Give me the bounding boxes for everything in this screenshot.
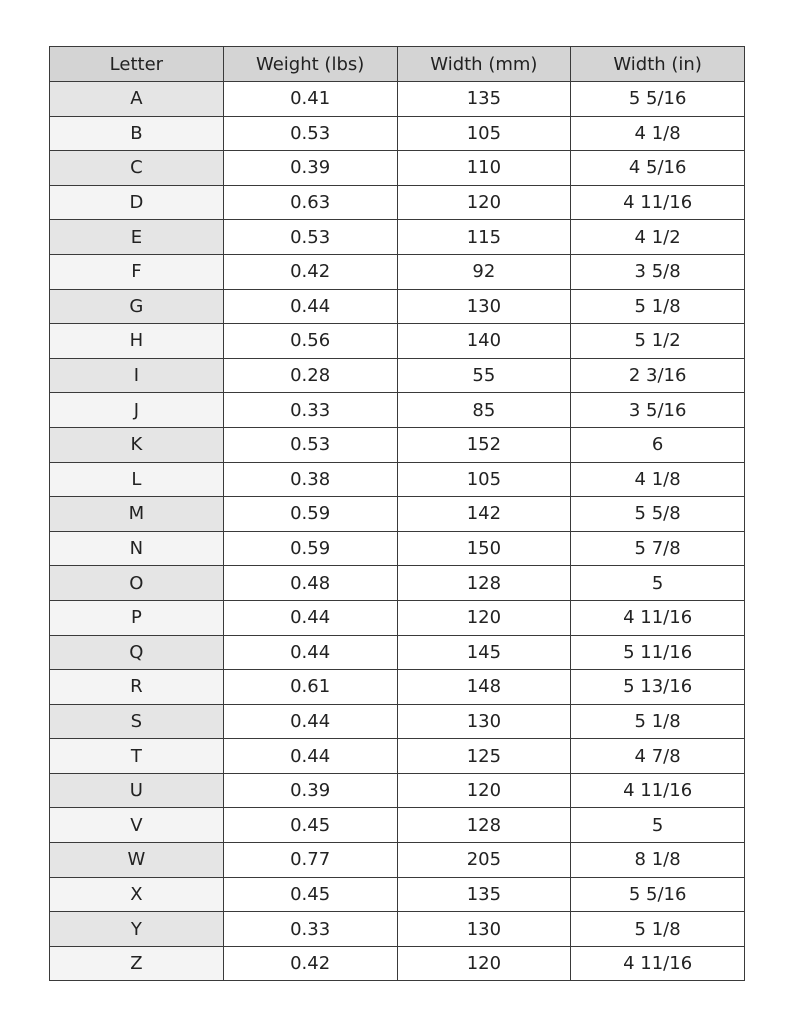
letter-cell: S <box>50 704 224 739</box>
weight-lbs-cell: 0.45 <box>223 877 397 912</box>
weight-lbs-cell: 0.44 <box>223 600 397 635</box>
weight-lbs-cell: 0.53 <box>223 116 397 151</box>
header-letter: Letter <box>50 47 224 82</box>
table-row <box>50 289 745 324</box>
width-mm-cell: 125 <box>397 739 571 774</box>
letter-cell: C <box>50 151 224 186</box>
width-in-cell: 4 1/8 <box>571 116 745 151</box>
width-in-cell: 5 1/8 <box>571 289 745 324</box>
width-in-cell: 5 1/2 <box>571 324 745 359</box>
width-in-cell: 3 5/8 <box>571 254 745 289</box>
letter-cell: R <box>50 670 224 705</box>
letter-cell: B <box>50 116 224 151</box>
weight-lbs-cell: 0.59 <box>223 531 397 566</box>
letter-cell: V <box>50 808 224 843</box>
letter-cell: E <box>50 220 224 255</box>
weight-lbs-cell: 0.45 <box>223 808 397 843</box>
width-mm-cell: 92 <box>397 254 571 289</box>
table-row <box>50 670 745 705</box>
width-in-cell: 4 1/2 <box>571 220 745 255</box>
table-body <box>50 82 745 981</box>
width-mm-cell: 120 <box>397 600 571 635</box>
width-mm-cell: 205 <box>397 843 571 878</box>
width-mm-cell: 128 <box>397 808 571 843</box>
table-row <box>50 946 745 981</box>
weight-lbs-cell: 0.61 <box>223 670 397 705</box>
table-row <box>50 427 745 462</box>
weight-lbs-cell: 0.33 <box>223 912 397 947</box>
weight-lbs-cell: 0.39 <box>223 773 397 808</box>
width-in-cell: 8 1/8 <box>571 843 745 878</box>
table-row <box>50 116 745 151</box>
width-in-cell: 5 7/8 <box>571 531 745 566</box>
weight-lbs-cell: 0.56 <box>223 324 397 359</box>
width-mm-cell: 110 <box>397 151 571 186</box>
width-mm-cell: 105 <box>397 116 571 151</box>
width-in-cell: 5 1/8 <box>571 704 745 739</box>
table-row <box>50 220 745 255</box>
width-mm-cell: 115 <box>397 220 571 255</box>
width-mm-cell: 128 <box>397 566 571 601</box>
letter-cell: P <box>50 600 224 635</box>
width-mm-cell: 130 <box>397 289 571 324</box>
table-row <box>50 912 745 947</box>
letter-cell: U <box>50 773 224 808</box>
weight-lbs-cell: 0.28 <box>223 358 397 393</box>
table-row <box>50 600 745 635</box>
width-mm-cell: 120 <box>397 773 571 808</box>
width-in-cell: 4 11/16 <box>571 773 745 808</box>
width-mm-cell: 135 <box>397 877 571 912</box>
letter-cell: F <box>50 254 224 289</box>
weight-lbs-cell: 0.63 <box>223 185 397 220</box>
table-row <box>50 254 745 289</box>
header-width-mm: Width (mm) <box>397 47 571 82</box>
width-in-cell: 4 11/16 <box>571 946 745 981</box>
weight-lbs-cell: 0.42 <box>223 254 397 289</box>
width-mm-cell: 140 <box>397 324 571 359</box>
table-row <box>50 773 745 808</box>
weight-lbs-cell: 0.38 <box>223 462 397 497</box>
table-row <box>50 877 745 912</box>
table-row <box>50 739 745 774</box>
weight-lbs-cell: 0.44 <box>223 289 397 324</box>
width-mm-cell: 145 <box>397 635 571 670</box>
table-row <box>50 566 745 601</box>
width-in-cell: 4 5/16 <box>571 151 745 186</box>
table-row <box>50 704 745 739</box>
table-row <box>50 151 745 186</box>
letter-cell: X <box>50 877 224 912</box>
width-in-cell: 5 <box>571 566 745 601</box>
letter-cell: J <box>50 393 224 428</box>
width-in-cell: 5 13/16 <box>571 670 745 705</box>
table-row <box>50 358 745 393</box>
letter-cell: I <box>50 358 224 393</box>
width-in-cell: 4 1/8 <box>571 462 745 497</box>
letter-cell: D <box>50 185 224 220</box>
width-in-cell: 4 7/8 <box>571 739 745 774</box>
width-mm-cell: 135 <box>397 82 571 117</box>
letter-cell: W <box>50 843 224 878</box>
table-row <box>50 82 745 117</box>
width-in-cell: 5 1/8 <box>571 912 745 947</box>
table-row <box>50 843 745 878</box>
letter-cell: Y <box>50 912 224 947</box>
table-header-row <box>50 47 745 82</box>
letter-cell: H <box>50 324 224 359</box>
width-in-cell: 5 <box>571 808 745 843</box>
weight-lbs-cell: 0.44 <box>223 635 397 670</box>
letter-cell: K <box>50 427 224 462</box>
width-mm-cell: 152 <box>397 427 571 462</box>
weight-lbs-cell: 0.53 <box>223 220 397 255</box>
letter-cell: M <box>50 497 224 532</box>
weight-lbs-cell: 0.77 <box>223 843 397 878</box>
letter-cell: L <box>50 462 224 497</box>
table-row <box>50 531 745 566</box>
width-in-cell: 5 5/16 <box>571 82 745 117</box>
width-mm-cell: 120 <box>397 185 571 220</box>
width-in-cell: 5 5/16 <box>571 877 745 912</box>
weight-lbs-cell: 0.39 <box>223 151 397 186</box>
table-row <box>50 393 745 428</box>
width-mm-cell: 120 <box>397 946 571 981</box>
weight-lbs-cell: 0.44 <box>223 739 397 774</box>
width-in-cell: 4 11/16 <box>571 185 745 220</box>
width-mm-cell: 148 <box>397 670 571 705</box>
width-mm-cell: 55 <box>397 358 571 393</box>
letter-cell: G <box>50 289 224 324</box>
width-mm-cell: 130 <box>397 912 571 947</box>
weight-lbs-cell: 0.53 <box>223 427 397 462</box>
letter-cell: A <box>50 82 224 117</box>
width-in-cell: 2 3/16 <box>571 358 745 393</box>
weight-lbs-cell: 0.42 <box>223 946 397 981</box>
letter-cell: Z <box>50 946 224 981</box>
table-row <box>50 185 745 220</box>
width-in-cell: 3 5/16 <box>571 393 745 428</box>
table-row <box>50 635 745 670</box>
weight-lbs-cell: 0.33 <box>223 393 397 428</box>
header-weight-lbs: Weight (lbs) <box>223 47 397 82</box>
table-row <box>50 324 745 359</box>
width-in-cell: 5 5/8 <box>571 497 745 532</box>
width-in-cell: 5 11/16 <box>571 635 745 670</box>
width-mm-cell: 142 <box>397 497 571 532</box>
width-mm-cell: 150 <box>397 531 571 566</box>
weight-lbs-cell: 0.44 <box>223 704 397 739</box>
width-in-cell: 6 <box>571 427 745 462</box>
weight-lbs-cell: 0.41 <box>223 82 397 117</box>
letter-cell: T <box>50 739 224 774</box>
letter-specs-table <box>49 46 745 981</box>
letter-cell: N <box>50 531 224 566</box>
weight-lbs-cell: 0.59 <box>223 497 397 532</box>
header-width-in: Width (in) <box>571 47 745 82</box>
weight-lbs-cell: 0.48 <box>223 566 397 601</box>
width-in-cell: 4 11/16 <box>571 600 745 635</box>
table-row <box>50 497 745 532</box>
table-row <box>50 808 745 843</box>
width-mm-cell: 130 <box>397 704 571 739</box>
table-row <box>50 462 745 497</box>
letter-cell: Q <box>50 635 224 670</box>
width-mm-cell: 105 <box>397 462 571 497</box>
width-mm-cell: 85 <box>397 393 571 428</box>
letter-cell: O <box>50 566 224 601</box>
